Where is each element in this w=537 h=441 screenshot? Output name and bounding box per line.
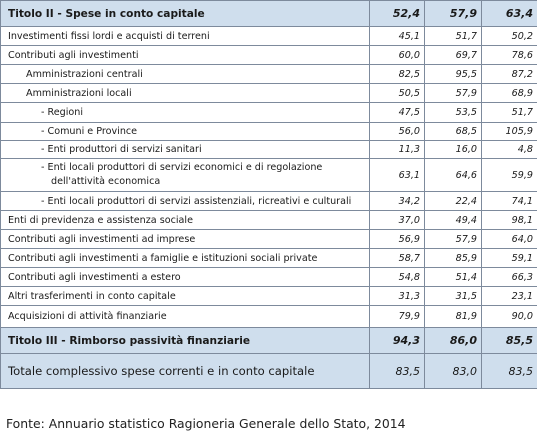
row-label: Titolo II - Spese in conto capitale [1,1,370,27]
table-row [1,103,537,123]
table-row [1,159,537,192]
row-value-3: 78,6 [482,46,537,65]
row-value-1: 31,3 [370,287,425,306]
row-value-3: 64,0 [482,230,537,249]
row-value-3: 105,9 [482,123,537,141]
row-value-2: 51,4 [425,268,482,287]
row-value-3: 83,5 [482,354,537,389]
row-value-1: 56,9 [370,230,425,249]
table-row [1,306,537,328]
row-value-2: 57,9 [425,230,482,249]
row-value-1: 82,5 [370,65,425,84]
row-value-3: 51,7 [482,103,537,123]
row-value-2: 95,5 [425,65,482,84]
table-row [1,84,537,103]
row-value-3: 68,9 [482,84,537,103]
row-label: - Comuni e Province [1,123,370,141]
row-value-2: 69,7 [425,46,482,65]
row-value-1: 37,0 [370,211,425,230]
table-row [1,123,537,141]
row-value-2: 31,5 [425,287,482,306]
table-row [1,230,537,249]
row-label: Contributi agli investimenti a estero [1,268,370,287]
table-row [1,65,537,84]
row-value-2: 85,9 [425,249,482,268]
row-value-1: 60,0 [370,46,425,65]
row-value-1: 58,7 [370,249,425,268]
row-value-1: 56,0 [370,123,425,141]
row-label: Acquisizioni di attività finanziarie [1,306,370,328]
row-value-3: 98,1 [482,211,537,230]
row-value-3: 4,8 [482,141,537,159]
table-row-titolo-ii [1,1,537,27]
table-row [1,141,537,159]
row-value-2: 49,4 [425,211,482,230]
row-value-2: 81,9 [425,306,482,328]
row-value-3: 74,1 [482,192,537,211]
row-value-2: 83,0 [425,354,482,389]
table-row [1,287,537,306]
row-value-3: 59,1 [482,249,537,268]
row-label: Altri trasferimenti in conto capitale [1,287,370,306]
row-label: Contributi agli investimenti ad imprese [1,230,370,249]
row-label: Amministrazioni locali [1,84,370,103]
row-value-1: 52,4 [370,1,425,27]
row-label: Totale complessivo spese correnti e in conto capitale [1,354,370,389]
row-value-3: 63,4 [482,1,537,27]
row-value-2: 86,0 [425,328,482,354]
row-label: Investimenti fissi lordi e acquisti di terreni [1,27,370,46]
row-value-3: 59,9 [482,159,537,192]
source-note: Fonte: Annuario statistico Ragioneria Generale dello Stato, 2014 [6,416,406,431]
row-value-2: 57,9 [425,1,482,27]
row-value-3: 87,2 [482,65,537,84]
row-value-3: 90,0 [482,306,537,328]
row-label: Enti di previdenza e assistenza sociale [1,211,370,230]
row-label: - Enti produttori di servizi sanitari [1,141,370,159]
row-value-1: 79,9 [370,306,425,328]
row-value-2: 68,5 [425,123,482,141]
row-value-1: 63,1 [370,159,425,192]
table-row [1,192,537,211]
row-value-3: 23,1 [482,287,537,306]
row-value-1: 50,5 [370,84,425,103]
table-row [1,27,537,46]
row-value-1: 11,3 [370,141,425,159]
row-value-2: 51,7 [425,27,482,46]
row-value-1: 47,5 [370,103,425,123]
table-row-totale [1,354,537,389]
row-label: - Regioni [1,103,370,123]
row-value-1: 83,5 [370,354,425,389]
row-value-1: 94,3 [370,328,425,354]
row-value-2: 16,0 [425,141,482,159]
row-label: - Enti locali produttori di servizi assistenziali, ricreativi e culturali [1,192,370,211]
row-value-1: 34,2 [370,192,425,211]
row-label: Amministrazioni centrali [1,65,370,84]
row-label: Contributi agli investimenti a famiglie e istituzioni sociali private [1,249,370,268]
row-label: - Enti locali produttori di servizi economici e di regolazione dell'attività economica [41,162,323,187]
row-value-1: 45,1 [370,27,425,46]
row-value-3: 85,5 [482,328,537,354]
row-label: Titolo III - Rimborso passività finanziarie [1,328,370,354]
row-value-2: 22,4 [425,192,482,211]
row-label: Contributi agli investimenti [1,46,370,65]
row-value-1: 54,8 [370,268,425,287]
table-row [1,268,537,287]
row-label-cell [1,159,370,192]
table-row-titolo-iii [1,328,537,354]
table-row [1,46,537,65]
table-row [1,249,537,268]
row-value-3: 50,2 [482,27,537,46]
row-value-2: 57,9 [425,84,482,103]
table-row [1,211,537,230]
row-value-2: 64,6 [425,159,482,192]
row-value-3: 66,3 [482,268,537,287]
row-value-2: 53,5 [425,103,482,123]
